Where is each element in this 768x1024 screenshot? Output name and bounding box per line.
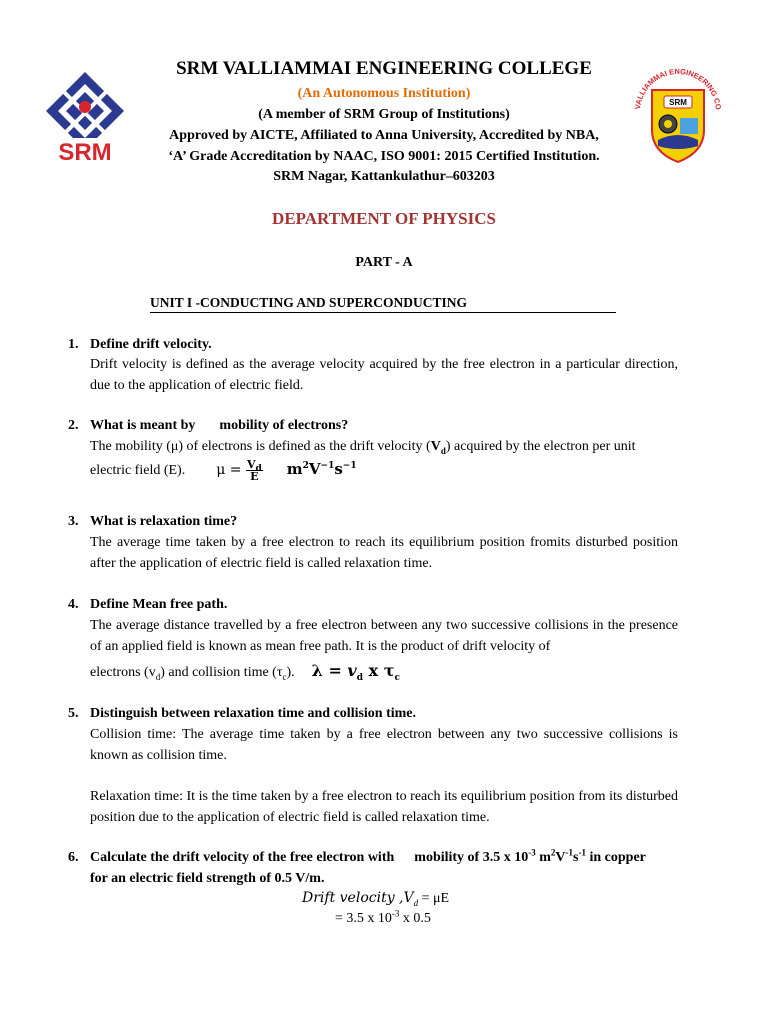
question-6-title-line2: for an electric field strength of 0.5 V/m. [90,871,325,886]
part-title: PART - A [355,255,413,270]
question-4-answer: The average distance travelled by a free electron between any two successive collisions in the presence of an applied field is known as mean free path. It is the product of drift velocity of [90,618,678,654]
question-4-answer-line3: electrons $(v_d)$ and collision time $(\tau_c)$. $\lambda = v_d$ x $\tau_c$ [90,661,400,684]
autonomous-label: (An Autonomous Institution) [297,86,471,101]
question-3-answer: The average time taken by a free electron to reach its equilibrium position fromits disturbed position after the application of electric field is called relaxation time. [90,535,678,571]
question-5-title: 5. Distinguish between relaxation time and collision time. [68,706,417,721]
question-1-answer: Drift velocity is defined as the average velocity acquired by the free electron in a particular direction, due to the application of electric field. [90,357,678,393]
question-4-title: 4. Define Mean free path. [68,597,228,612]
question-1-title: 1. Define drift velocity. [68,337,212,352]
question-2-answer-line1: The mobility (μ) of electrons is defined as the drift velocity $(V_d)$ acquired by the electron per unit [90,439,636,456]
approved-line: Approved by AICTE, Affiliated to Anna University, Accredited by NBA, [169,128,599,143]
drift-velocity-substitution: = 3.5 x $10^{-3}$ x 0.5 [335,908,431,926]
mobility-unit: $m^2V^{-1}s^{-1}$ [286,460,357,478]
question-3-title: 3. What is relaxation time? [68,514,238,529]
seal-arc-text: VALLIAMMAI ENGINEERING CO [633,66,723,111]
srm-logo-text: SRM [58,139,112,164]
question-5-answer-relaxation: Relaxation time: It is the time taken by a free electron to reach its equilibrium position from its disturbed position due to the application of electric field is called relaxation time. [90,789,678,825]
accreditation-line: ‘A’ Grade Accreditation by NAAC, ISO 9001: 2015 Certified Institution. [168,149,600,164]
mean-free-path-formula: $\lambda = v_d$ x $\tau_c$ [311,661,400,684]
department-title: DEPARTMENT OF PHYSICS [272,209,496,228]
mobility-formula: μ = $\frac{V_d}{E}$ [216,457,262,483]
college-name: SRM VALLIAMMAI ENGINEERING COLLEGE [176,58,592,79]
question-5-answer-collision: Collision time: The average time taken by a free electron between any two successive collisions is known as collision time. [90,727,678,763]
member-line: (A member of SRM Group of Institutions) [258,107,510,122]
question-2-title: 2. What is meant by mobility of electrons? [68,418,349,433]
address-line: SRM Nagar, Kattankulathur–603203 [273,169,495,184]
question-6-title: 6. Calculate the drift velocity of the free electron with mobility of 3.5 x $10^{-3}$ $m^2V^{-1}s^{-1}$ in copper [68,847,646,865]
question-2-answer-line2: electric field (E). μ = $\frac{V_d}{E}$ $m^2V^{-1}s^{-1}$ [90,457,357,483]
drift-velocity-equation: Drift velocity $,V_d = \mu E$ [302,890,450,908]
seal-inner-text: SRM [669,98,687,107]
unit-title: UNIT I -CONDUCTING AND SUPERCONDUCTING [150,294,616,313]
